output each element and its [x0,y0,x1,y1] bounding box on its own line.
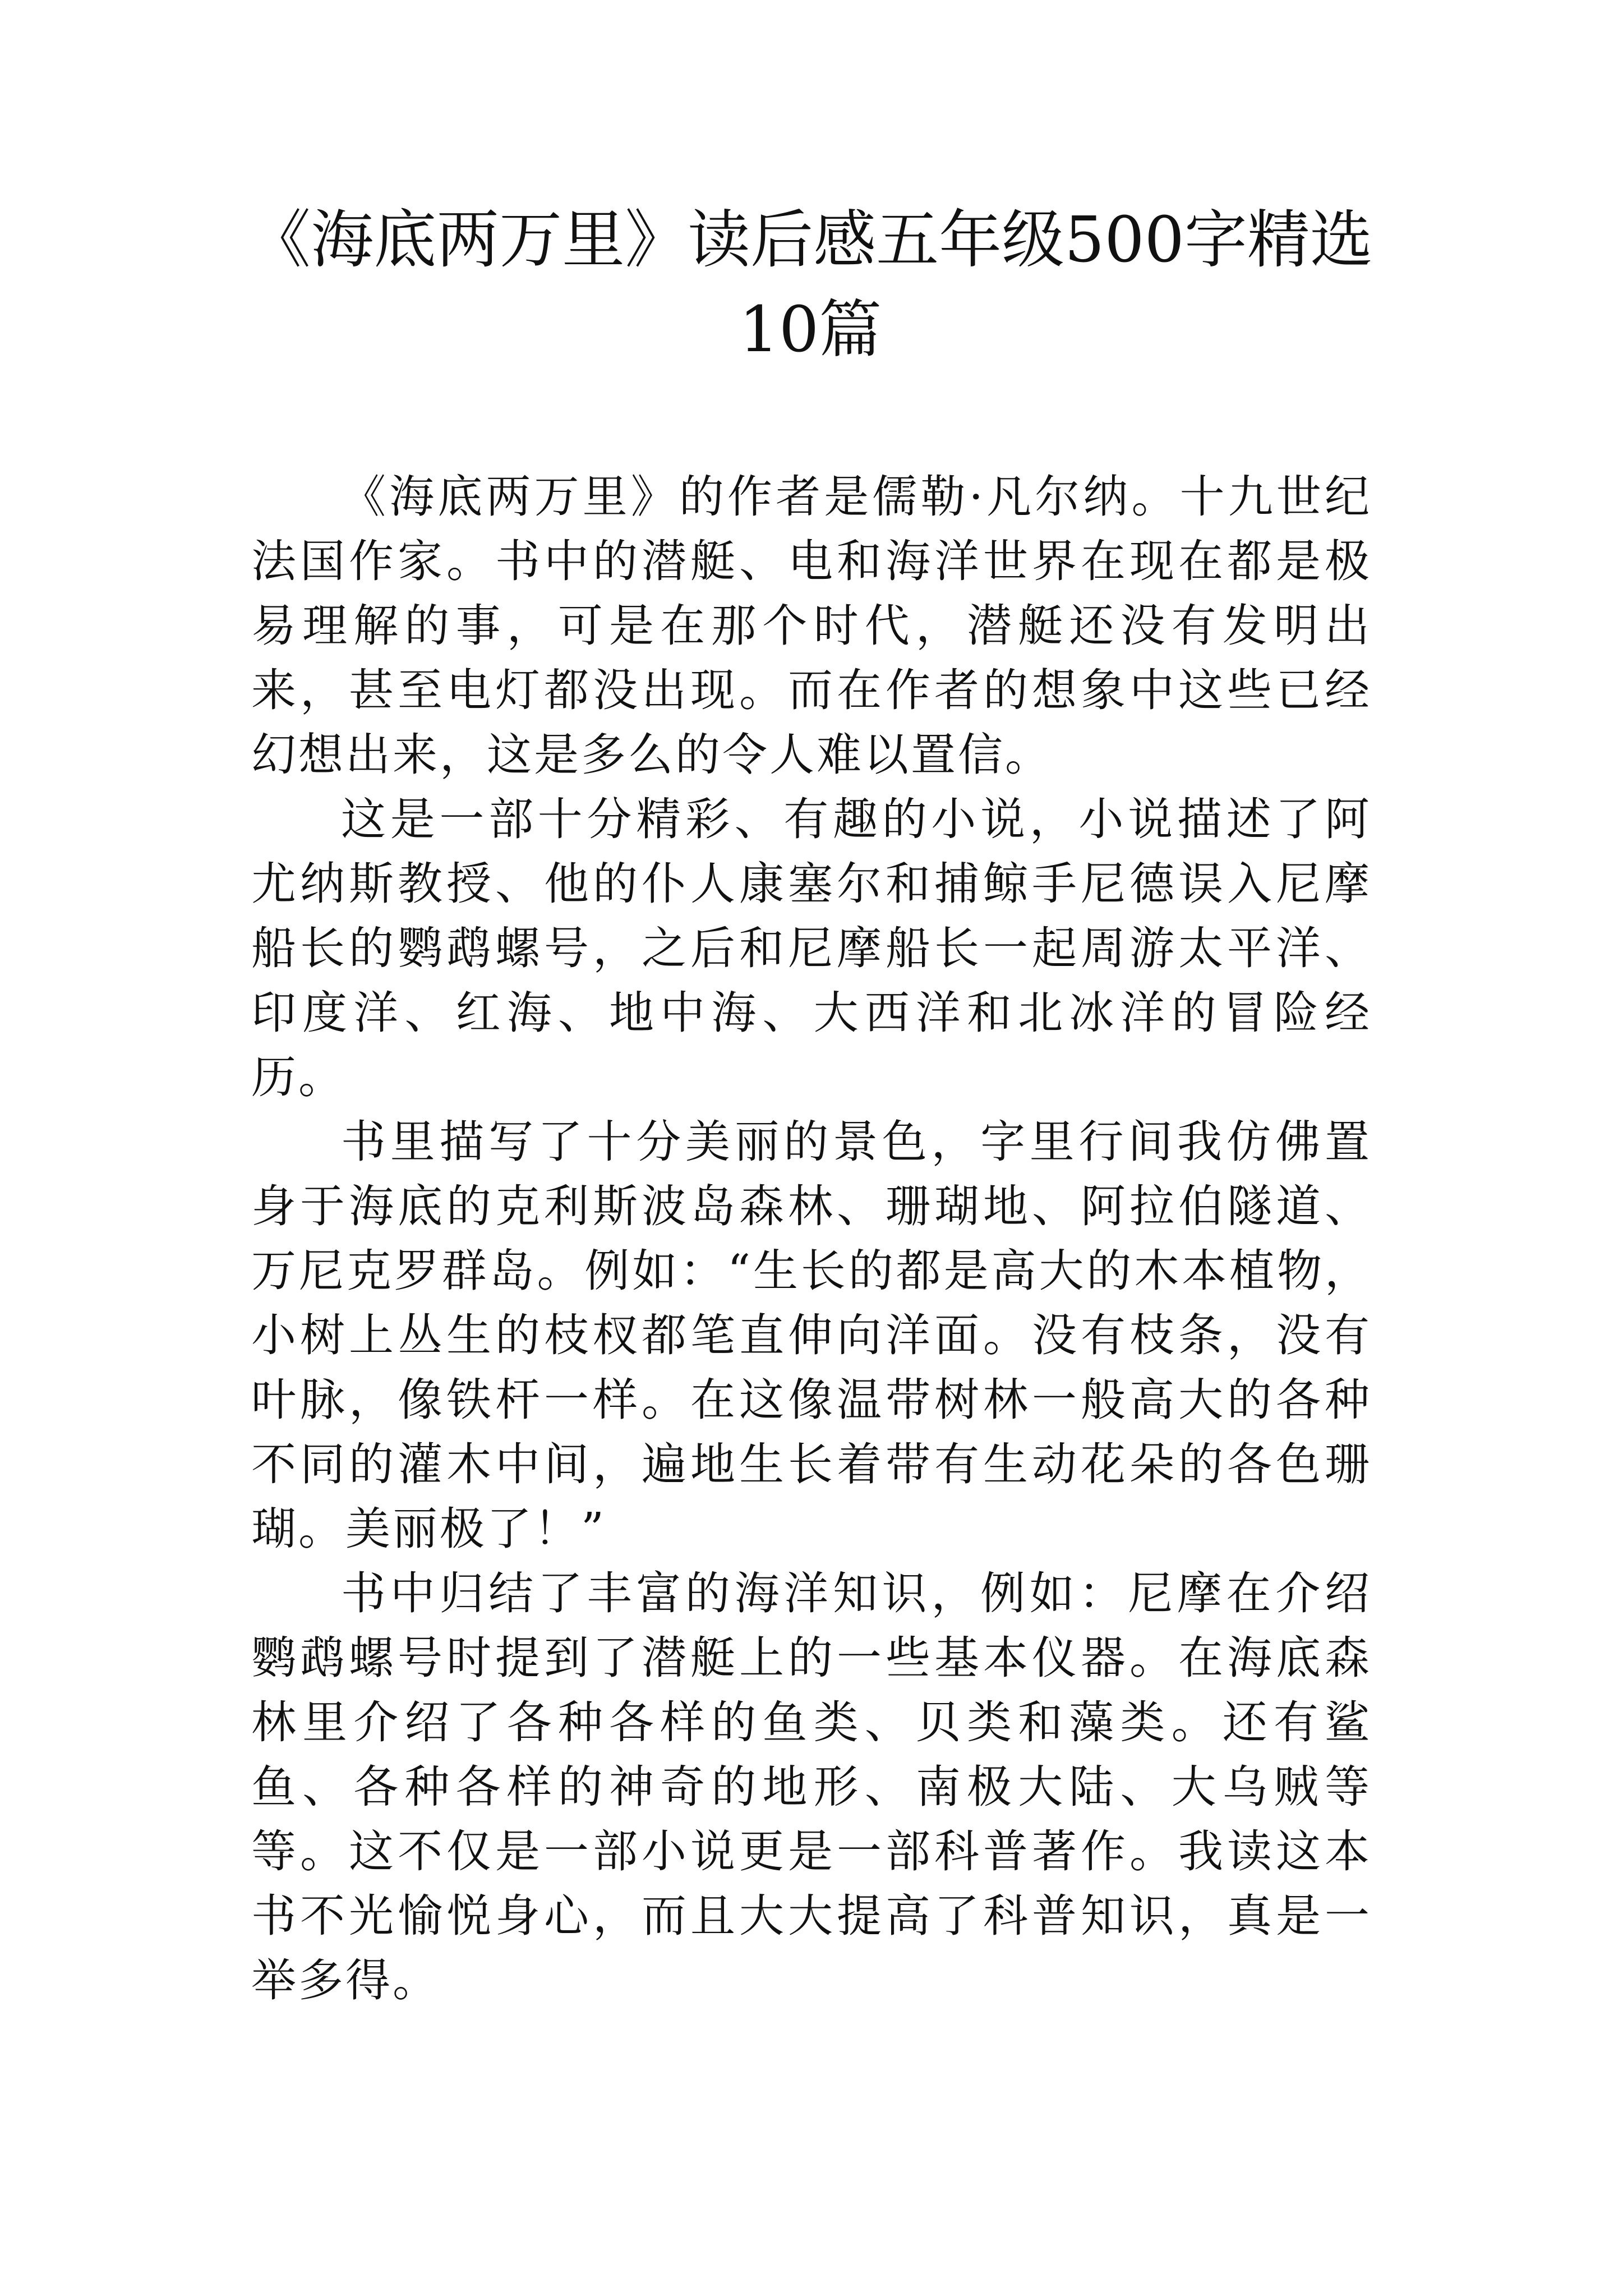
document-title: 《海底两万里》读后感五年级500字精选10篇 [248,204,1373,366]
paragraph-1: 《海底两万里》的作者是儒勒·凡尔纳。十九世纪法国作家。书中的潜艇、电和海洋世界在现在都是极易理解的事，可是在那个时代，潜艇还没有发明出来，甚至电灯都没出现。而在作者的想象中这些已经幻想出来，这是多么的令人难以置信。 [251,471,1372,781]
paragraph-2: 这是一部十分精彩、有趣的小说，小说描述了阿 尤纳斯教授、他的仆人康塞尔和捕鲸手尼德误入尼摩船长的鹦鹉螺号，之后和尼摩船长一起周游太平洋、印度洋、红海、地中海、大西洋和北冰洋的冒险经历。 [251,793,1372,1103]
paragraph-4: 书中归结了丰富的海洋知识，例如：尼摩在介绍鹦鹉螺号时提到了潜艇上的一些基本仪器。在海底森林里介绍了各种各样的鱼类、贝类和藻类。还有鲨鱼、各种各样的神奇的地形、南极大陆、大乌贼等等。这不仅是一部小说更是一部科普著作。我读这本书不光愉悦身心，而且大大提高了科普知识，真是一举多得。 [251,1567,1372,2007]
paragraph-3: 书里描写了十分美丽的景色，字里行间我仿佛置身于海底的克利斯波岛森林、珊瑚地、阿拉伯隧道、万尼克罗群岛。例如：“生长的都是高大的木本植物，小树上丛生的枝杈都笔直伸向洋面。没有枝条，没有叶脉，像铁杆一样。在这像温带树林一般高大的各种不同的灌木中间，遍地生长着带有生动花朵的各色珊瑚。美丽极了！” [251,1116,1372,1555]
document-body [251,464,1372,2013]
